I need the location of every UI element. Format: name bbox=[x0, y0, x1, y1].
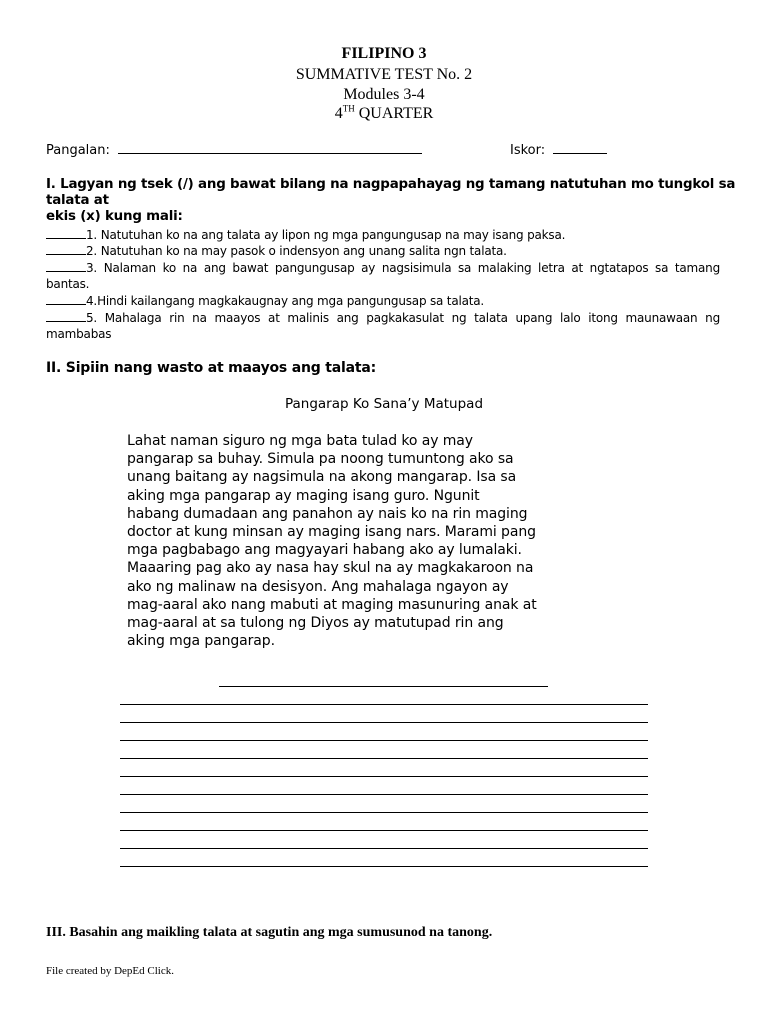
paragraph-line: aking mga pangarap ay maging isang guro. Ngunit bbox=[127, 487, 480, 504]
checklist-item bbox=[46, 227, 720, 243]
writing-line[interactable] bbox=[120, 704, 648, 705]
writing-line[interactable] bbox=[120, 812, 648, 813]
item-text: Natutuhan ko na ang talata ay lipon ng mga pangungusap na may isang paksa. bbox=[100, 228, 566, 242]
paragraph-line: aking mga pangarap. bbox=[127, 633, 275, 650]
writing-title-line[interactable] bbox=[219, 686, 548, 687]
paragraph-line: mag-aaral at sa tulong ng Diyos ay matutupad rin ang bbox=[127, 615, 504, 632]
checklist-item bbox=[46, 260, 720, 292]
item-text: Natutuhan ko na may pasok o indensyon ang unang salita ngn talata. bbox=[100, 244, 507, 258]
name-row bbox=[46, 141, 422, 158]
writing-line[interactable] bbox=[120, 830, 648, 831]
subject-title: FILIPINO 3 bbox=[341, 45, 427, 62]
item-number: 2. bbox=[86, 244, 98, 258]
checklist-item bbox=[46, 310, 720, 342]
answer-blank[interactable] bbox=[46, 243, 86, 255]
checklist-item bbox=[46, 243, 720, 259]
writing-line[interactable] bbox=[120, 848, 648, 849]
item-number: 4. bbox=[86, 294, 98, 308]
answer-blank[interactable] bbox=[46, 260, 86, 272]
section-1-title-line1: I. Lagyan ng tsek (/) ang bawat bilang na nagpapahayag ng tamang natutuhan mo tungkol sa talata at bbox=[46, 177, 736, 208]
answer-blank[interactable] bbox=[46, 227, 86, 239]
paragraph-line: Lahat naman siguro ng mga bata tulad ko ay may bbox=[127, 433, 473, 449]
quarter-word: QUARTER bbox=[358, 105, 434, 122]
answer-blank[interactable] bbox=[46, 293, 86, 305]
name-field[interactable] bbox=[118, 141, 422, 154]
quarter-label bbox=[0, 104, 768, 123]
item-number: 3. bbox=[86, 261, 98, 275]
writing-line[interactable] bbox=[120, 794, 648, 795]
section-2-title: II. Sipiin nang wasto at maayos ang talata: bbox=[46, 360, 376, 376]
quarter-superscript: TH bbox=[342, 103, 355, 114]
section-1-title bbox=[46, 177, 768, 225]
paragraph-line: Maaaring pag ako ay nasa hay skul na ay magkakaroon na bbox=[127, 560, 534, 577]
paragraph-line: habang dumadaan ang panahon ay nais ko na rin maging bbox=[127, 505, 528, 522]
writing-line[interactable] bbox=[120, 758, 648, 759]
story-paragraph bbox=[127, 432, 537, 650]
footer-credit: File created by DepEd Click. bbox=[46, 965, 174, 977]
writing-line[interactable] bbox=[120, 776, 648, 777]
score-row bbox=[510, 141, 607, 158]
quarter-number: 4 bbox=[334, 105, 343, 122]
checklist-item bbox=[46, 293, 720, 309]
section-1-title-line2: ekis (x) kung mali: bbox=[46, 209, 183, 224]
item-number: 1. bbox=[86, 228, 98, 242]
paragraph-line: mga pagbabago ang magyayari habang ako ay lumalaki. bbox=[127, 542, 522, 559]
paragraph-line: doctor at kung minsan ay maging isang nars. Marami pang bbox=[127, 524, 536, 541]
paragraph-line: ako ng malinaw na desisyon. Ang mahalaga ngayon ay bbox=[127, 578, 509, 595]
paragraph-line: pangarap sa buhay. Simula pa noong tumuntong ako sa bbox=[127, 451, 514, 468]
answer-blank[interactable] bbox=[46, 310, 86, 322]
section-3-title: III. Basahin ang maikling talata at sagutin ang mga sumusunod na tanong. bbox=[46, 925, 493, 940]
writing-line[interactable] bbox=[120, 722, 648, 723]
story-title: Pangarap Ko Sana’y Matupad bbox=[284, 396, 484, 412]
item-number: 5. bbox=[86, 311, 98, 325]
item-text: Nalaman ko na ang bawat pangungusap ay nagsisimula sa malaking letra at ngtatapos sa tamang bantas. bbox=[46, 261, 720, 291]
item-text: Hindi kailangang magkakaugnay ang mga pangungusap sa talata. bbox=[97, 294, 485, 308]
writing-line[interactable] bbox=[120, 866, 648, 867]
writing-line[interactable] bbox=[120, 740, 648, 741]
item-text: Mahalaga rin na maayos at malinis ang pagkakasulat ng talata upang lalo itong maunawaan ng mambabas bbox=[46, 311, 720, 341]
name-label: Pangalan: bbox=[46, 143, 110, 158]
test-title: SUMMATIVE TEST No. 2 bbox=[295, 66, 473, 83]
score-field[interactable] bbox=[553, 141, 607, 154]
paragraph-line: unang baitang ay nagsimula na akong mangarap. Isa sa bbox=[127, 469, 517, 486]
score-label: Iskor: bbox=[510, 143, 546, 158]
paragraph-line: mag-aaral ako nang mabuti at maging masunuring anak at bbox=[127, 596, 537, 613]
modules-label: Modules 3-4 bbox=[343, 86, 425, 103]
